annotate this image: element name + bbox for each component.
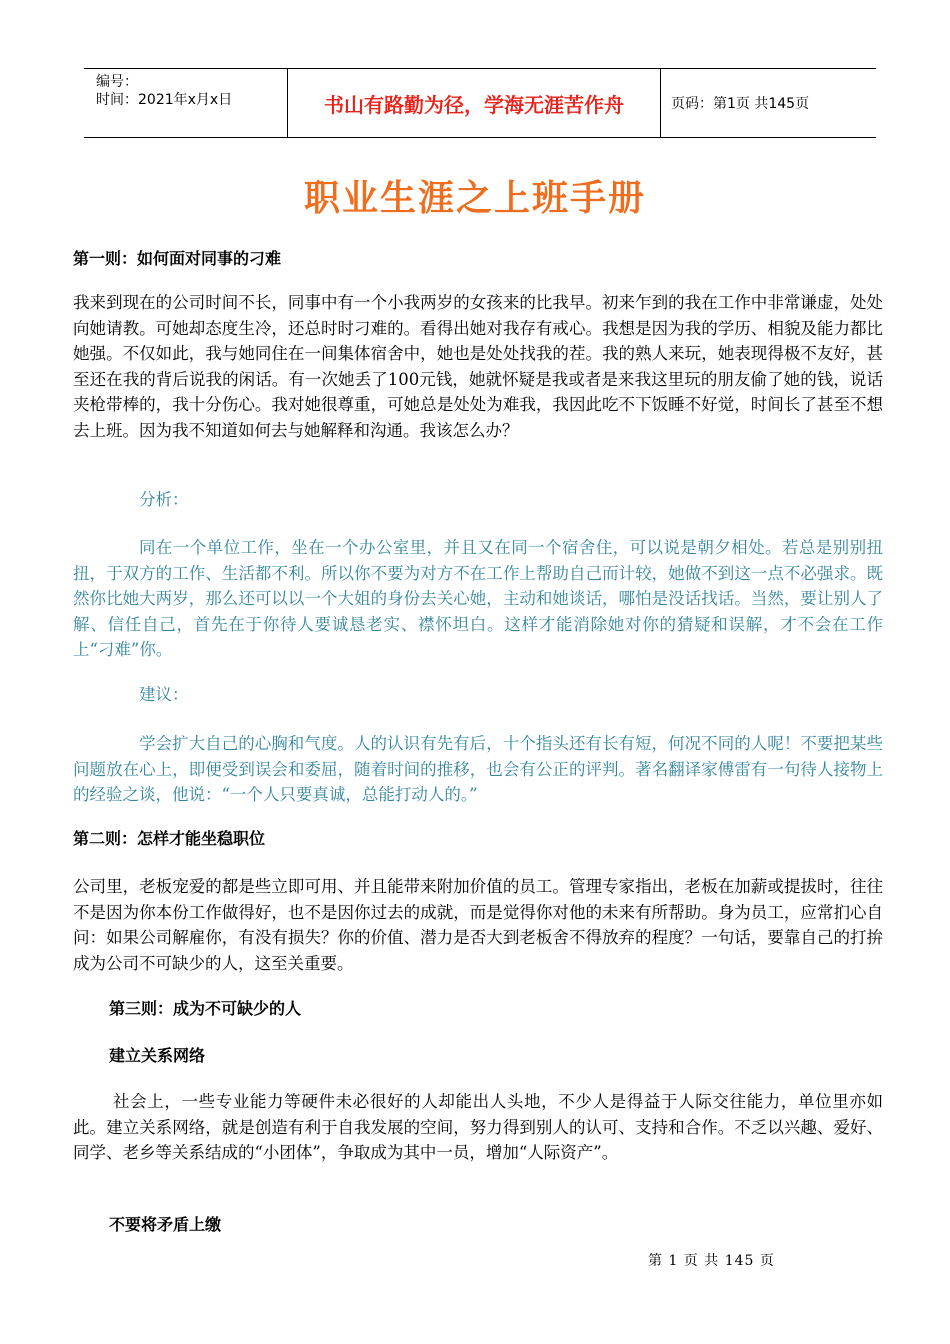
section3-heading: 第三则：成为不可缺少的人 — [109, 999, 302, 1018]
section1-body: 我来到现在的公司时间不长，同事中有一个小我两岁的女孩来的比我早。初来乍到的我在工作中非常谦虚，处处向她请教。可她却态度生冷，还总时时刁难的。看得出她对我存有戒心。我想是因为我的学历、相貌及能力都比她强。不仅如此，我与她同住在一间集体宿舍中，她也是处处找我的茬。我的熟人来玩，她表现得极不友好，甚至还在我的背后说我的闲话。有一次她丢了100元钱，她就怀疑是我或者是来我这里玩的朋友偷了她的钱，说话夹枪带棒的，我十分伤心。我对她很尊重，可她总是处处为难我，我因此吃不下饭睡不好觉，时间长了甚至不想去上班。因为我不知道如何去与她解释和沟通。我该怎么办？ — [73, 293, 883, 440]
section2-body: 公司里，老板宠爱的都是些立即可用、并且能带来附加价值的员工。管理专家指出，老板在加薪或提拔时，往往不是因为你本份工作做得好，也不是因你过去的成就，而是觉得你对他的未来有所帮助。身为员工，应常扪心自问：如果公司解雇你，有没有损失？你的价值、潜力是否大到老板舍不得放弃的程度？一句话，要靠自己的打拚成为公司不可缺少的人，这至关重要。 — [73, 877, 883, 973]
section2-heading: 第二则：怎样才能坐稳职位 — [73, 829, 266, 848]
page-footer: 第 1 页 共 145 页 — [648, 1253, 775, 1269]
header-meta — [84, 69, 287, 137]
number-label: 编号： — [96, 74, 138, 90]
section3-subheading-network: 建立关系网络 — [109, 1046, 206, 1065]
document-title: 职业生涯之上班手册 — [303, 178, 646, 219]
advice-body: 学会扩大自己的心胸和气度。人的认识有先有后，十个指头还有长有短，何况不同的人呢！不要把某些问题放在心上，即便受到误会和委屈，随着时间的推移，也会有公正的评判。著名翻译家傅雷有一句待人接物上的经验之谈，他说：“一个人只要真诚，总能打动人的。” — [73, 734, 883, 804]
section3-subheading-conflict: 不要将矛盾上缴 — [109, 1215, 222, 1234]
advice-label: 建议： — [139, 685, 189, 704]
analysis-body: 同在一个单位工作，坐在一个办公室里，并且又在同一个宿舍住，可以说是朝夕相处。若总是别别扭扭，于双方的工作、生活都不利。所以你不要为对方不在工作上帮助自己而计较，她做不到这一点不必强求。既然你比她大两岁，那么还可以以一个大姐的身份去关心她，主动和她谈话，哪怕是没话找话。当然，要让别人了解、信任自己，首先在于你待人要诚恳老实、襟怀坦白。这样才能消除她对你的猜疑和误解，才不会在工作上“刁难”你。 — [73, 538, 883, 659]
time-label: 时间：2021年x月x日 — [96, 92, 233, 108]
header-page-label: 页码：第1页 共145页 — [671, 96, 810, 112]
page-header — [84, 68, 876, 138]
section1-heading: 第一则：如何面对同事的刁难 — [73, 249, 282, 268]
analysis-label: 分析： — [139, 490, 189, 509]
section3-body-network: 社会上，一些专业能力等硬件未必很好的人却能出人头地，不少人是得益于人际交往能力，单位里亦如此。建立关系网络，就是创造有利于自我发展的空间，努力得到别人的认可、支持和合作。不乏以兴趣、爱好、同学、老乡等关系结成的“小团体”，争取成为其中一员，增加“人际资产”。 — [73, 1092, 883, 1162]
header-motto: 书山有路勤为径，学海无涯苦作舟 — [287, 69, 661, 137]
